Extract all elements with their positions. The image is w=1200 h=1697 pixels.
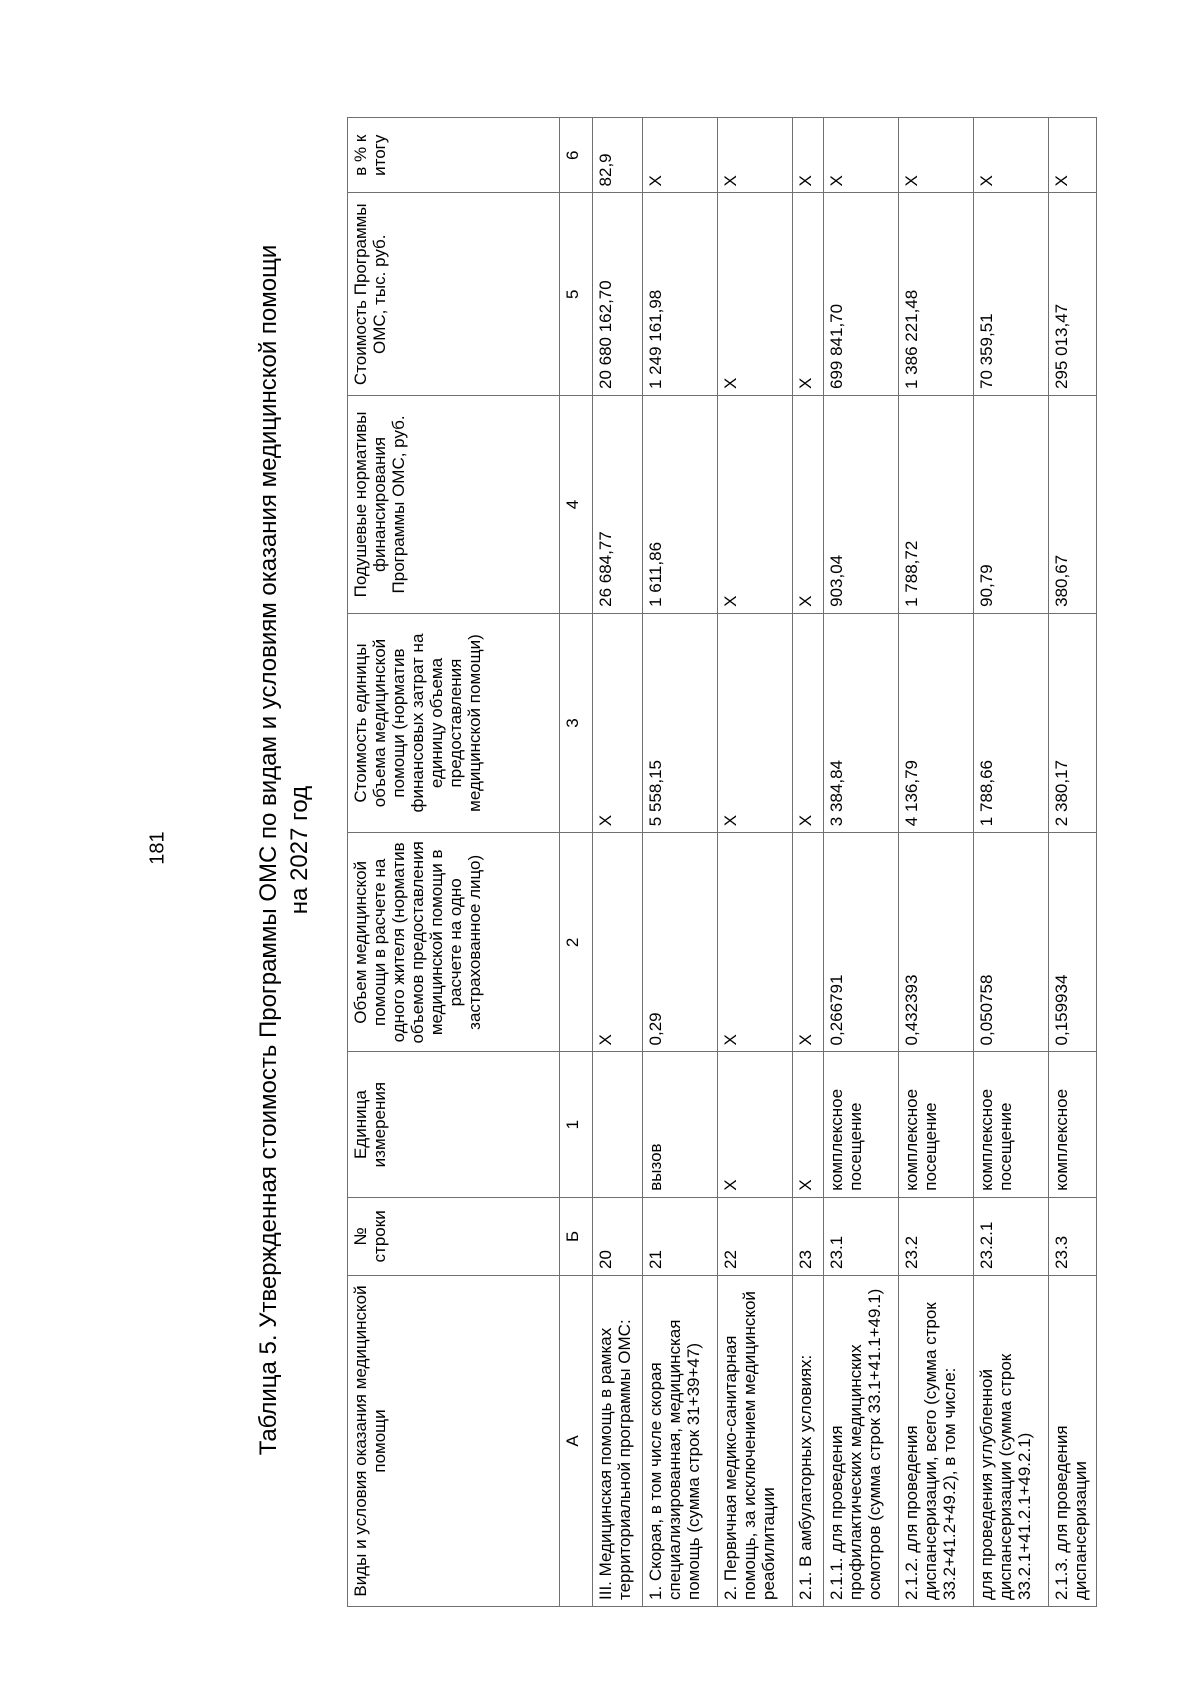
- table-cell: Х: [793, 396, 824, 614]
- column-index-cell: 1: [560, 1052, 593, 1197]
- table-cell: 1 788,66: [974, 613, 1049, 832]
- table-row: [1049, 118, 1097, 1607]
- header-cell: № строки: [348, 1197, 560, 1275]
- table-cell: 0,050758: [974, 833, 1049, 1052]
- table-cell: вызов: [643, 1052, 718, 1197]
- table-container: [347, 117, 1090, 1607]
- page-number: 181: [146, 831, 169, 865]
- table-cell: 23.2.1: [974, 1197, 1049, 1275]
- table-cell: Х: [793, 833, 824, 1052]
- title-line-2: на 2027 год: [286, 785, 313, 915]
- table-cell: Х: [718, 1052, 793, 1197]
- table-cell: 23.2: [899, 1197, 974, 1275]
- table-cell: Х: [718, 396, 793, 614]
- table-cell: 23: [793, 1197, 824, 1275]
- table-cell: 2.1.3. для проведения диспансеризации: [1049, 1275, 1097, 1606]
- table-cell: Х: [643, 118, 718, 193]
- table-cell: Х: [793, 1052, 824, 1197]
- column-index-cell: Б: [560, 1197, 593, 1275]
- table-cell: Х: [1049, 118, 1097, 193]
- table-cell: 23.3: [1049, 1197, 1097, 1275]
- header-row: [348, 118, 560, 1607]
- table-cell: Х: [718, 193, 793, 396]
- title-line-1: Таблица 5. Утвержденная стоимость Программы ОМС по видам и условиям оказания медицинской помощи: [255, 244, 282, 1456]
- table-cell: Х: [593, 613, 643, 832]
- table-cell: Х: [793, 193, 824, 396]
- table-cell: 0,29: [643, 833, 718, 1052]
- table-row: [899, 118, 974, 1607]
- table-cell: Х: [899, 118, 974, 193]
- table-cell: 20: [593, 1197, 643, 1275]
- header-cell: Единица измерения: [348, 1052, 560, 1197]
- table-cell: 3 384,84: [824, 613, 899, 832]
- table-cell: 1 386 221,48: [899, 193, 974, 396]
- header-cell: в % к итогу: [348, 118, 560, 193]
- table-cell: 2.1.1. для проведения профилактических медицинских осмотров (сумма строк 33.1+41.1+49.1): [824, 1275, 899, 1606]
- page-title: [253, 100, 315, 1600]
- table-cell: 22: [718, 1197, 793, 1275]
- table-cell: 20 680 162,70: [593, 193, 643, 396]
- table-row: [593, 118, 643, 1607]
- table-cell: 5 558,15: [643, 613, 718, 832]
- table-cell: 0,266791: [824, 833, 899, 1052]
- table-cell: 295 013,47: [1049, 193, 1097, 396]
- table-cell: 21: [643, 1197, 718, 1275]
- table-cell: III. Медицинская помощь в рамках территориальной программы ОМС:: [593, 1275, 643, 1606]
- column-index-cell: 5: [560, 193, 593, 396]
- table-cell: 1 788,72: [899, 396, 974, 614]
- table-cell: 2. Первичная медико-санитарная помощь, за исключением медицинской реабилитации: [718, 1275, 793, 1606]
- table-cell: Х: [824, 118, 899, 193]
- table-cell: Х: [718, 613, 793, 832]
- table-cell: 2 380,17: [1049, 613, 1097, 832]
- table-cell: 699 841,70: [824, 193, 899, 396]
- header-cell: Виды и условия оказания медицинской помощи: [348, 1275, 560, 1606]
- table-cell: Х: [793, 118, 824, 193]
- table-cell: 1 249 161,98: [643, 193, 718, 396]
- column-index-cell: 3: [560, 613, 593, 832]
- table-cell: 26 684,77: [593, 396, 643, 614]
- header-cell: Подушевые нормативы финансирования Программы ОМС, руб.: [348, 396, 560, 614]
- header-cell: Стоимость Программы ОМС, тыс. руб.: [348, 193, 560, 396]
- table-cell: комплексное посещение: [974, 1052, 1049, 1197]
- table-cell: 23.1: [824, 1197, 899, 1275]
- table-cell: 380,67: [1049, 396, 1097, 614]
- header-cell: Объем медицинской помощи в расчете на одного жителя (норматив объемов предоставления медицинской помощи в расчете на одно застрахованное лицо): [348, 833, 560, 1052]
- table-cell: 2.1.2. для проведения диспансеризации, всего (сумма строк 33.2+41.2+49.2), в том числе:: [899, 1275, 974, 1606]
- table-row: [643, 118, 718, 1607]
- table-row: [718, 118, 793, 1607]
- table-cell: Х: [718, 118, 793, 193]
- table-cell: 90,79: [974, 396, 1049, 614]
- column-index-cell: А: [560, 1275, 593, 1606]
- column-index-row: [560, 118, 593, 1607]
- table-cell: 0,159934: [1049, 833, 1097, 1052]
- cost-table: [347, 117, 1097, 1607]
- column-index-cell: 2: [560, 833, 593, 1052]
- table-cell: 2.1. В амбулаторных условиях:: [793, 1275, 824, 1606]
- table-cell: для проведения углубленной диспансеризации (сумма строк 33.2.1+41.2.1+49.2.1): [974, 1275, 1049, 1606]
- table-cell: комплексное: [1049, 1052, 1097, 1197]
- table-cell: 82,9: [593, 118, 643, 193]
- table-cell: 4 136,79: [899, 613, 974, 832]
- column-index-cell: 6: [560, 118, 593, 193]
- header-cell: Стоимость единицы объема медицинской помощи (норматив финансовых затрат на единицу объема предоставления медицинской помощи): [348, 613, 560, 832]
- table-cell: 903,04: [824, 396, 899, 614]
- column-index-cell: 4: [560, 396, 593, 614]
- table-cell: Х: [718, 833, 793, 1052]
- table-cell: 0,432393: [899, 833, 974, 1052]
- table-row: [793, 118, 824, 1607]
- table-cell: 70 359,51: [974, 193, 1049, 396]
- table-cell: Х: [793, 613, 824, 832]
- table-cell: Х: [974, 118, 1049, 193]
- table-cell: комплексное посещение: [899, 1052, 974, 1197]
- table-cell: [593, 1052, 643, 1197]
- table-row: [824, 118, 899, 1607]
- table-row: [974, 118, 1049, 1607]
- table-cell: Х: [593, 833, 643, 1052]
- table-cell: 1. Скорая, в том числе скорая специализированная, медицинская помощь (сумма строк 31+39+47): [643, 1275, 718, 1606]
- table-cell: 1 611,86: [643, 396, 718, 614]
- table-cell: комплексное посещение: [824, 1052, 899, 1197]
